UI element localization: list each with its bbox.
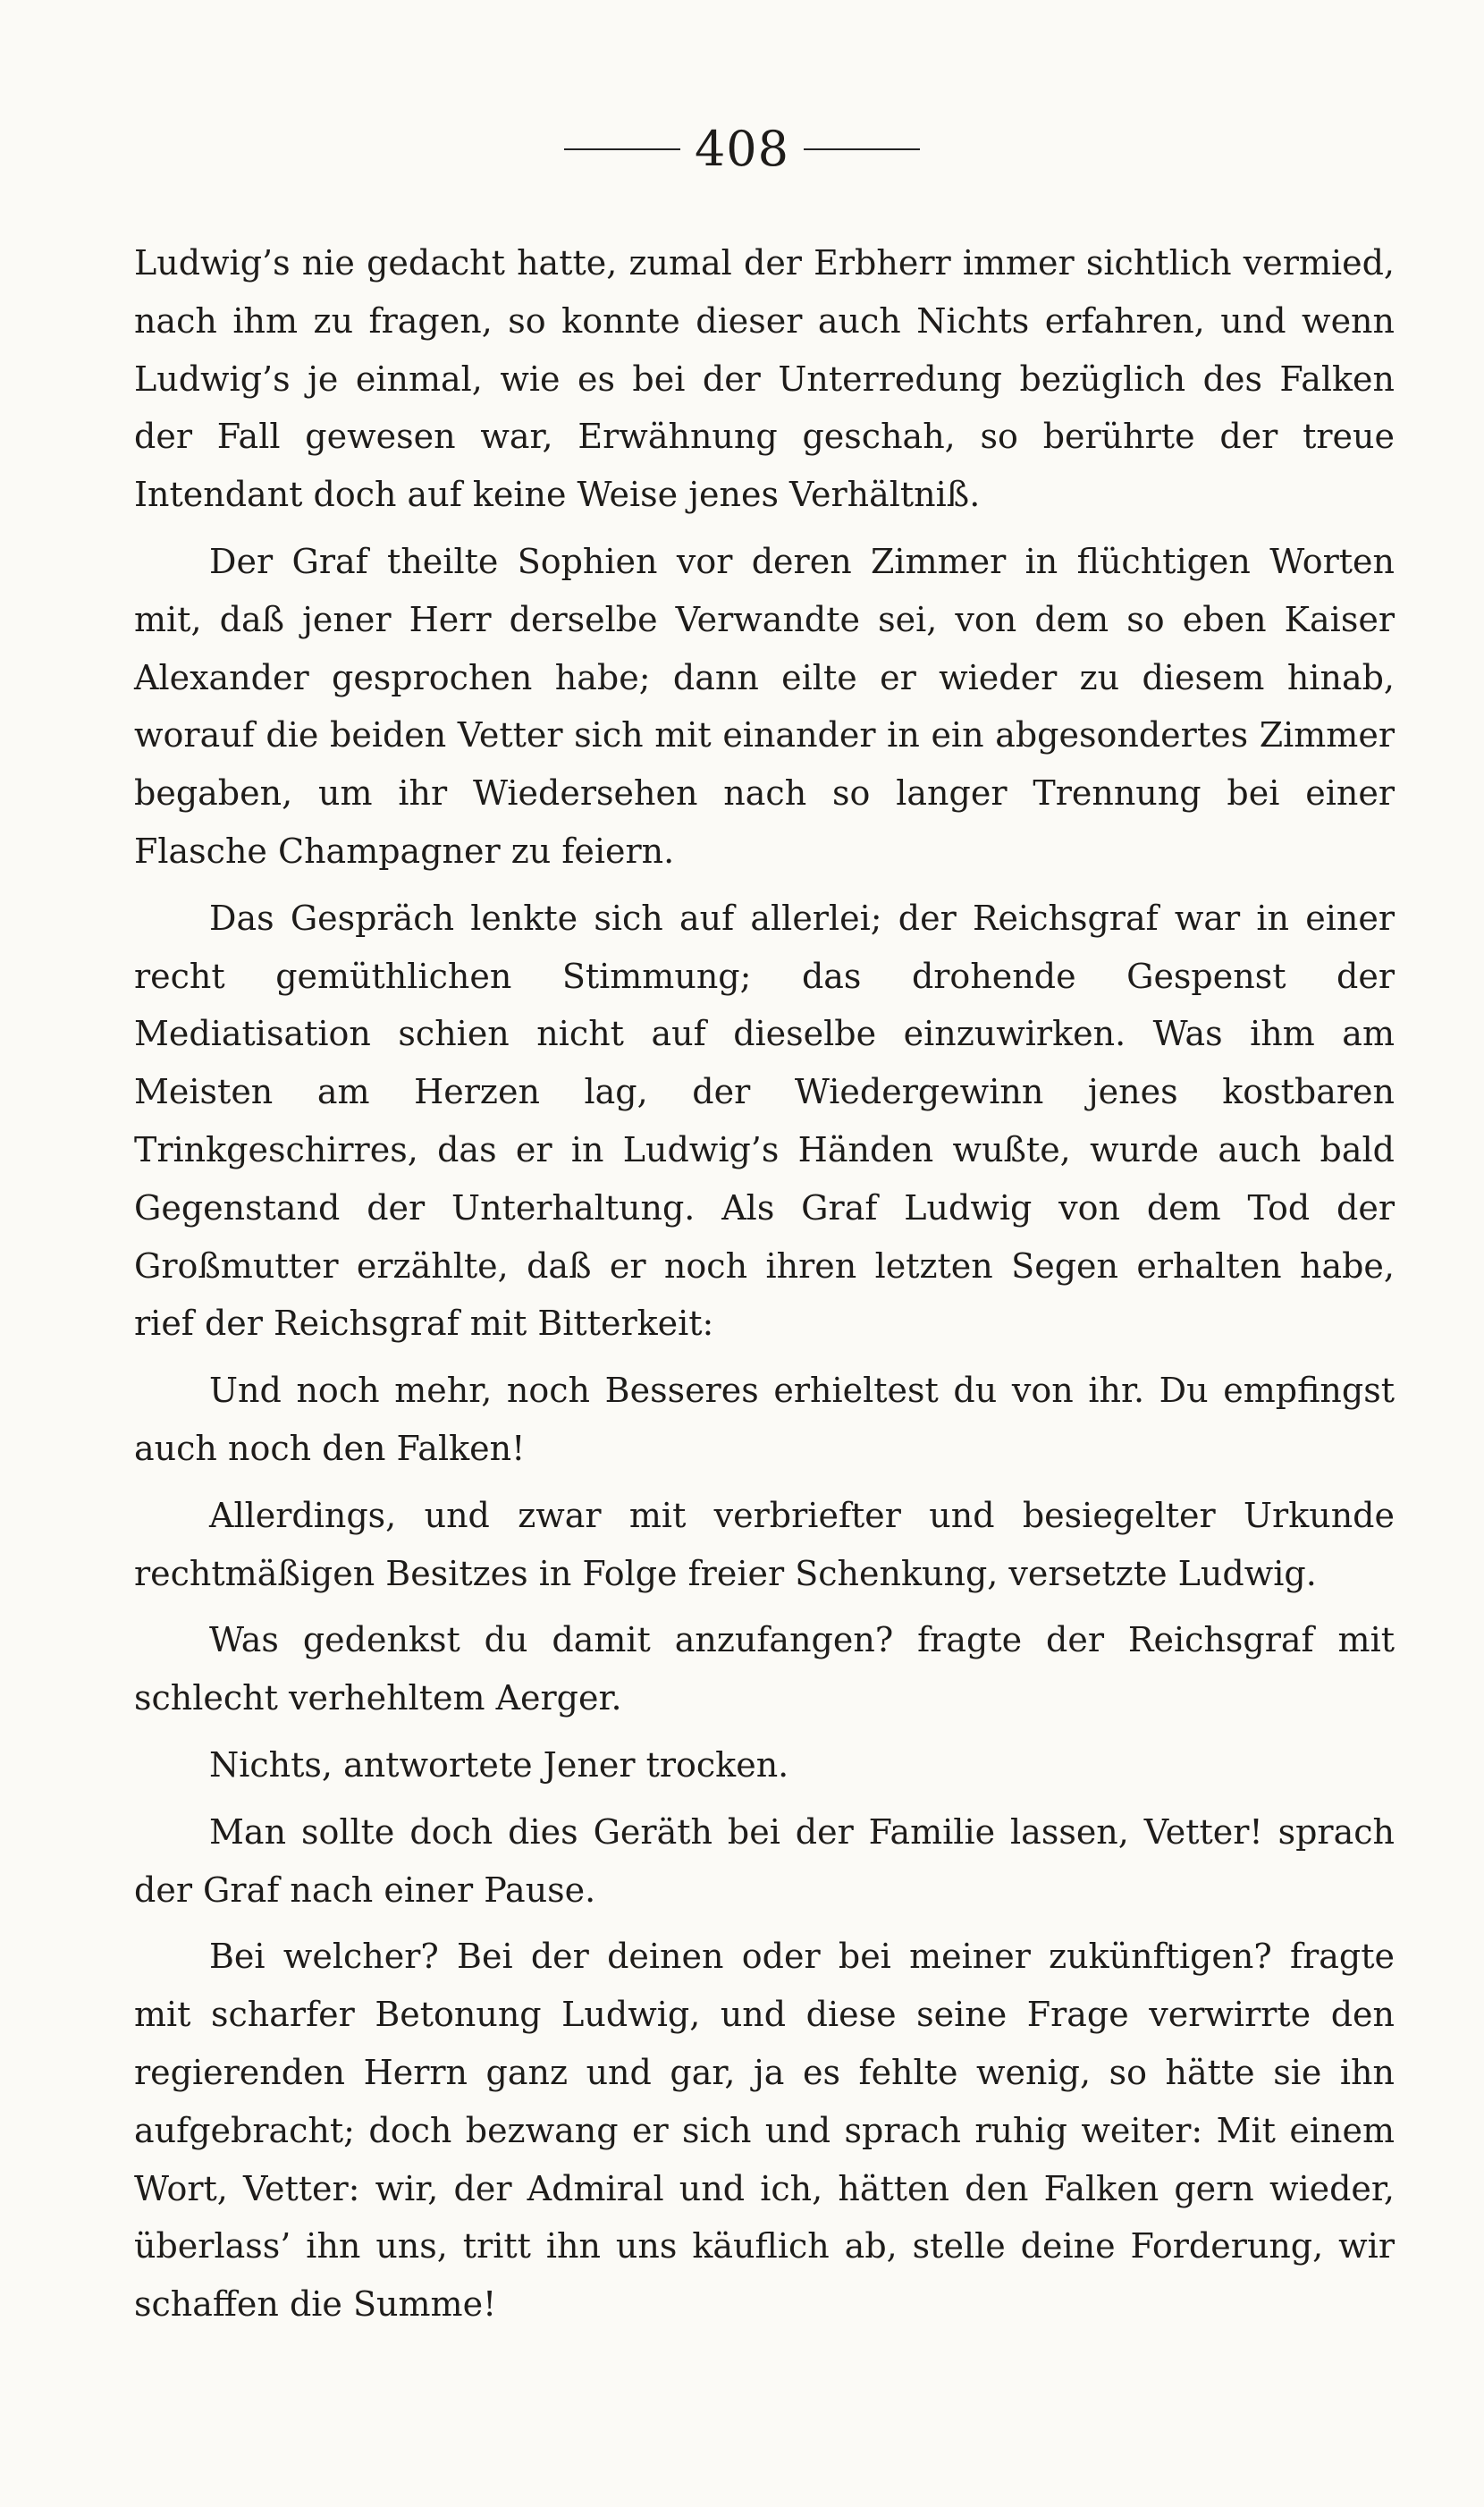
paragraph-3: Das Gespräch lenkte sich auf allerlei; der Reichsgraf war in einer recht gemüthlichen Stimmung; das drohende Gespenst der Mediatisation schien nicht auf dieselbe einzuwirken. Was ihm am Meisten am Herzen lag, der Wiedergewinn jenes kostbaren Trinkgeschirres, das er in Ludwig’s Händen wußte, wurde auch bald Gegenstand der Unterhaltung. Als Graf Ludwig von dem Tod der Großmutter erzählte, daß er noch ihren letzten Segen erhalten habe, rief der Reichsgraf mit Bitterkeit: [134, 898, 1395, 1344]
page-number: 408 [694, 121, 790, 177]
paragraph-2: Der Graf theilte Sophien vor deren Zimmer in flüchtigen Worten mit, daß jener Herr derselbe Verwandte sei, von dem so eben Kaiser Alexander gesprochen habe; dann eilte er wieder zu diesem hinab, worauf die beiden Vetter sich mit einander in ein abgesondertes Zimmer begaben, um ihr Wiedersehen nach so langer Trennung bei einer Flasche Champagner zu feiern. [134, 541, 1395, 871]
paragraph-6: Was gedenkst du damit anzufangen? fragte der Reichsgraf mit schlecht verhehltem Aerger. [134, 1620, 1395, 1718]
paragraph-9: Bei welcher? Bei der deinen oder bei meiner zukünftigen? fragte mit scharfer Betonung Ludwig, und diese seine Frage verwirrte den regierenden Herrn ganz und gar, ja es fehlte wenig, so hätte sie ihn aufgebracht; doch bezwang er sich und sprach ruhig weiter: Mit einem Wort, Vetter: wir, der Admiral und ich, hätten den Falken gern wieder, überlass’ ihn uns, tritt ihn uns käuflich ab, stelle deine Forderung, wir schaffen die Summe! [134, 1937, 1395, 2325]
paragraph-8: Man sollte doch dies Geräth bei der Familie lassen, Vetter! sprach der Graf nach einer Pause. [134, 1811, 1395, 1910]
header-rule-right [804, 148, 920, 150]
body-text [134, 234, 1395, 2334]
paragraph-7: Nichts, antwortete Jener trocken. [209, 1744, 789, 1785]
paragraph-4: Und noch mehr, noch Besseres erhieltest du von ihr. Du empfingst auch noch den Falken! [134, 1371, 1395, 1468]
paragraph-1: Ludwig’s nie gedacht hatte, zumal der Erbherr immer sichtlich vermied, nach ihm zu fragen, so konnte dieser auch Nichts erfahren, und wenn Ludwig’s je einmal, wie es bei der Unterredung bezüglich des Falken der Fall gewesen war, Erwähnung geschah, so berührte der treue Intendant doch auf keine Weise jenes Verhältniß. [134, 243, 1395, 515]
page-header [0, 121, 1484, 177]
header-rule-left [564, 148, 680, 150]
paragraph-5: Allerdings, und zwar mit verbriefter und besiegelter Urkunde rechtmäßigen Besitzes in Folge freier Schenkung, versetzte Ludwig. [134, 1495, 1395, 1593]
